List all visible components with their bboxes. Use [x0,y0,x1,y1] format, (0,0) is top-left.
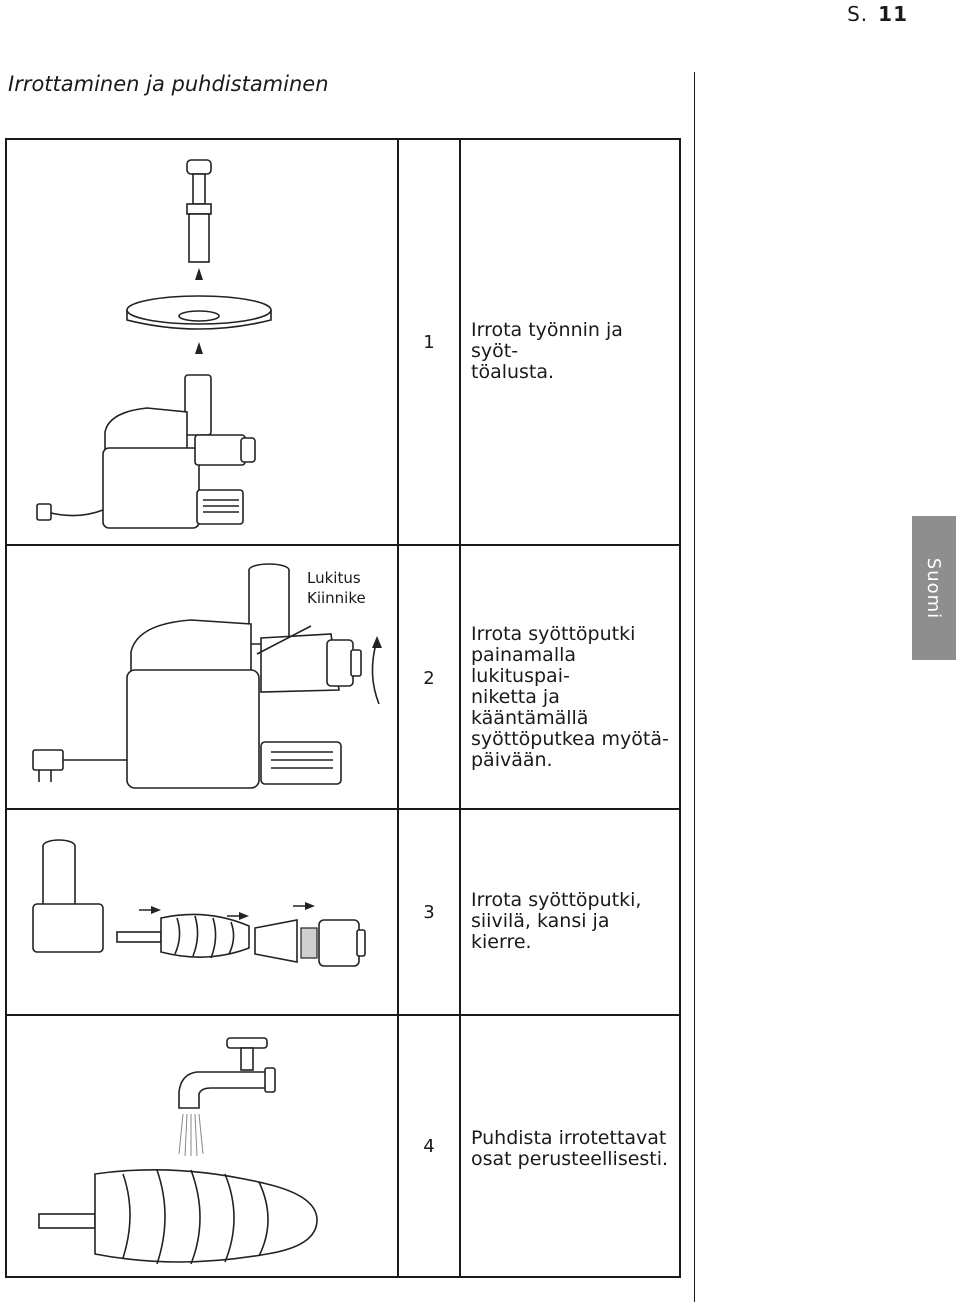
step-2-illustration [7,544,399,808]
language-tab [912,516,956,660]
steps-table [5,138,681,1278]
juicer-pusher-removal-illustration [27,150,287,535]
step-4-number: 4 [423,1136,435,1157]
step-1-text: Irrota työnnin ja syöt- töalusta. [471,319,623,383]
step-row-2 [7,544,679,810]
page-title: Irrottaminen ja puhdistaminen [8,72,329,96]
step-4-illustration [7,1014,399,1276]
step-row-1 [7,140,679,546]
step-1-text-cell [471,140,671,544]
step-3-number: 3 [423,902,435,923]
step-2-number: 2 [423,668,435,689]
language-tab-label: Suomi [923,557,945,619]
step-3-number-cell [399,808,461,1014]
step-4-text: Puhdista irrotettavat osat perusteellisesti. [471,1127,669,1170]
step-2-text: Irrota syöttöputki painamalla lukituspai- niketta ja kääntämällä syöttöputkea myötä- päivään. [471,623,669,771]
step-2-number-cell [399,544,461,808]
step-row-4 [7,1014,679,1276]
page-number [847,2,908,26]
lock-callout [307,568,366,608]
step-3-text: Irrota syöttöputki, siivilä, kansi ja kierre. [471,889,642,953]
step-1-number: 1 [423,332,435,353]
step-1-illustration [7,140,399,544]
step-4-number-cell [399,1014,461,1276]
step-row-3 [7,808,679,1016]
step-3-illustration [7,808,399,1014]
lock-callout-line1: Lukitus [307,569,361,587]
vertical-divider [694,72,695,1302]
step-3-text-cell [471,808,671,1014]
page-prefix: S. [847,2,869,26]
step-4-text-cell [471,1014,671,1276]
step-1-number-cell [399,140,461,544]
juicer-parts-exploded-illustration [27,828,377,978]
auger-rinse-illustration [27,1024,347,1269]
lock-callout-line2: Kiinnike [307,589,366,607]
step-2-text-cell [471,544,671,808]
page-number-value: 11 [878,2,908,26]
